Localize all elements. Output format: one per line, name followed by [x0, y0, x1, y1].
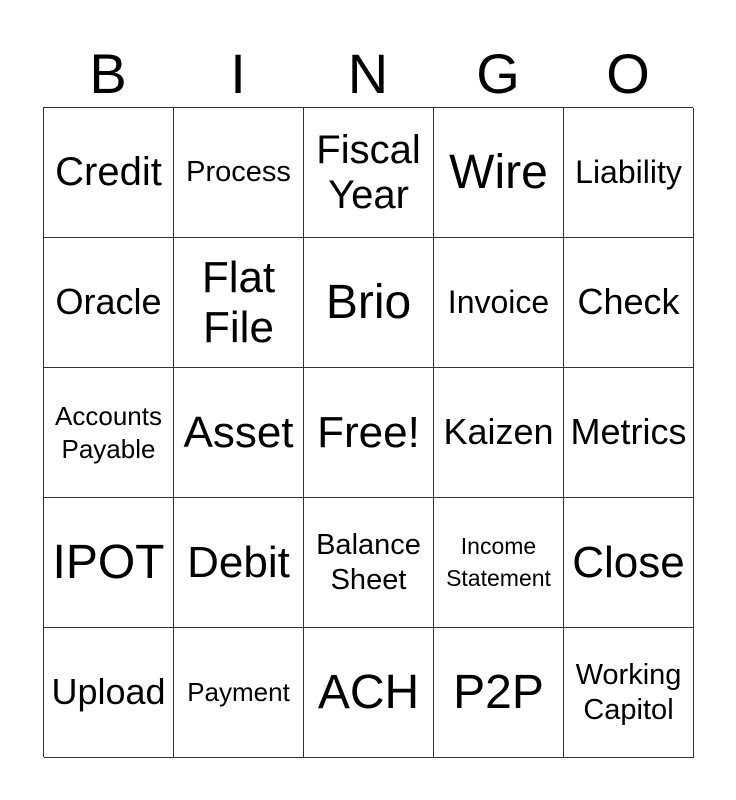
bingo-cell-invoice[interactable]	[434, 238, 564, 368]
header-letter-b: B	[89, 42, 127, 105]
bingo-cell-check[interactable]	[564, 238, 694, 368]
cell-label: Fiscal Year	[316, 127, 421, 217]
bingo-cell-upload[interactable]	[44, 628, 174, 758]
bingo-cell-balance-sheet[interactable]	[304, 498, 434, 628]
bingo-cell-brio[interactable]	[304, 238, 434, 368]
cell-label: ACH	[317, 665, 420, 719]
bingo-cell-asset[interactable]	[174, 368, 304, 498]
cell-label: Credit	[55, 150, 162, 195]
cell-label: Kaizen	[443, 411, 554, 453]
cell-label: Working Capitol	[575, 658, 682, 726]
cell-label: Liability	[575, 154, 682, 191]
bingo-header	[43, 40, 693, 108]
cell-label: Income Statement	[446, 533, 551, 591]
cell-label: Invoice	[447, 284, 550, 321]
bingo-cell-flat-file[interactable]	[174, 238, 304, 368]
cell-label: Asset	[183, 407, 294, 457]
bingo-cell-kaizen[interactable]	[434, 368, 564, 498]
cell-label: Free!	[317, 407, 420, 457]
cell-label: Flat File	[201, 253, 276, 352]
bingo-cell-ach[interactable]	[304, 628, 434, 758]
cell-label: Process	[186, 156, 291, 189]
bingo-grid	[43, 107, 693, 757]
bingo-cell-free[interactable]	[304, 368, 434, 498]
header-letter-n: N	[347, 42, 389, 105]
cell-label: Brio	[325, 275, 412, 329]
cell-label: Payment	[187, 677, 290, 708]
bingo-cell-liability[interactable]	[564, 108, 694, 238]
cell-label: Oracle	[55, 281, 162, 323]
header-letter-o: O	[606, 42, 650, 105]
header-letter-i: I	[230, 42, 246, 105]
bingo-cell-close[interactable]	[564, 498, 694, 628]
header-letter-g: G	[476, 42, 520, 105]
cell-label: Balance Sheet	[316, 528, 421, 596]
bingo-cell-payment[interactable]	[174, 628, 304, 758]
bingo-cell-debit[interactable]	[174, 498, 304, 628]
cell-label: P2P	[453, 665, 544, 719]
bingo-cell-process[interactable]	[174, 108, 304, 238]
cell-label: Upload	[51, 671, 166, 713]
cell-label: Check	[577, 281, 680, 323]
bingo-cell-accounts-payable[interactable]	[44, 368, 174, 498]
bingo-cell-credit[interactable]	[44, 108, 174, 238]
bingo-cell-ipot[interactable]	[44, 498, 174, 628]
bingo-cell-working-capitol[interactable]	[564, 628, 694, 758]
cell-label: Accounts Payable	[55, 401, 162, 464]
bingo-cell-metrics[interactable]	[564, 368, 694, 498]
bingo-cell-p2p[interactable]	[434, 628, 564, 758]
cell-label: Metrics	[570, 411, 687, 453]
cell-label: Close	[572, 537, 685, 587]
cell-label: Debit	[187, 537, 290, 587]
bingo-cell-income-statement[interactable]	[434, 498, 564, 628]
cell-label: IPOT	[52, 535, 165, 589]
bingo-cell-fiscal-year[interactable]	[304, 108, 434, 238]
cell-label: Wire	[449, 145, 548, 199]
bingo-cell-oracle[interactable]	[44, 238, 174, 368]
bingo-cell-wire[interactable]	[434, 108, 564, 238]
